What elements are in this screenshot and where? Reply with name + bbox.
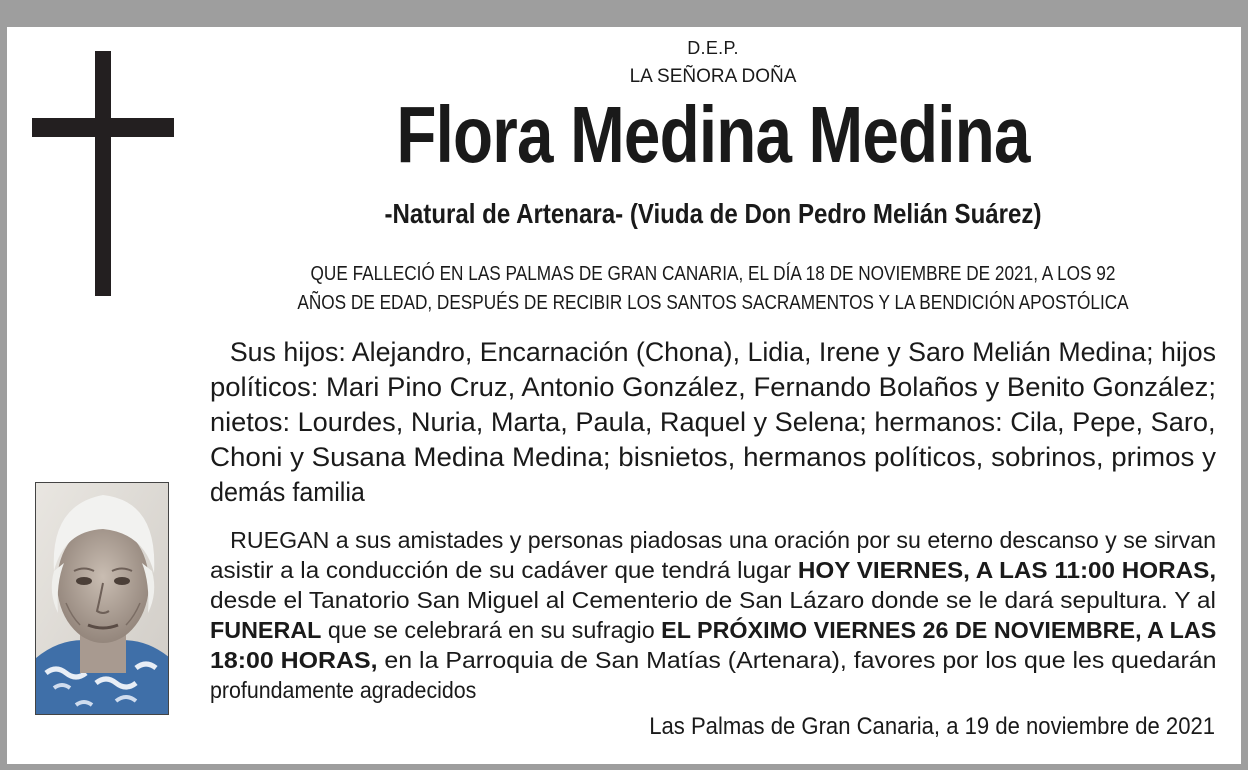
family-line: Choni y Susana Medina Medina; bisnietos, hermanos políticos, sobrinos, primos y [210, 442, 1216, 472]
origin-line: -Natural de Artenara- (Viuda de Don Pedro Melián Suárez) [384, 198, 1042, 229]
ceremony-text: desde el Tanatorio San Miguel al Cementerio de San Lázaro donde se le dará sepultura. Y al [210, 587, 1216, 613]
death-notice [280, 260, 1145, 318]
title-prefix: LA SEÑORA DOÑA [629, 66, 797, 87]
portrait-photo [35, 482, 169, 715]
funeral-time: 18:00 HORAS, [210, 647, 378, 673]
family-line: demás familia [210, 477, 365, 507]
death-notice-line: QUE FALLECIÓ EN LAS PALMAS DE GRAN CANARIA, EL DÍA 18 DE NOVIEMBRE DE 2021, A LOS 92 [310, 263, 1116, 285]
family-line: Sus hijos: Alejandro, Encarnación (Chona), Lidia, Irene y Saro Melián Medina; hijos [229, 337, 1217, 367]
funeral-label: FUNERAL [210, 617, 322, 643]
death-notice-line: AÑOS DE EDAD, DESPUÉS DE RECIBIR LOS SANTOS SACRAMENTOS Y LA BENDICIÓN APOSTÓLICA [297, 292, 1129, 314]
burial-time: HOY VIERNES, A LAS 11:00 HORAS, [797, 557, 1217, 583]
ceremony-text: que se celebrará en su sufragio [321, 617, 662, 643]
family-line: nietos: Lourdes, Nuria, Marta, Paula, Raquel y Selena; hermanos: Cila, Pepe, Saro, [210, 407, 1216, 437]
family-line: políticos: Mari Pino Cruz, Antonio González, Fernando Bolaños y Benito González; [210, 372, 1217, 402]
family-paragraph [210, 335, 1216, 510]
ceremony-text: asistir a la conducción de su cadáver que tendrá lugar [210, 557, 798, 583]
ceremony-text: profundamente agradecidos [210, 677, 477, 703]
portrait-illustration [36, 483, 169, 715]
dep-heading: D.E.P. [687, 38, 739, 58]
ceremony-paragraph [210, 525, 1216, 705]
ceremony-text: en la Parroquia de San Matías (Artenara), favores por los que les quedarán [377, 647, 1217, 673]
place-date: Las Palmas de Gran Canaria, a 19 de noviembre de 2021 [649, 713, 1215, 740]
deceased-name: Flora Medina Medina [396, 90, 1030, 179]
cross-icon-bar [32, 118, 174, 137]
funeral-date: EL PRÓXIMO VIERNES 26 DE NOVIEMBRE, A LAS [661, 617, 1217, 643]
cross-icon [95, 51, 111, 296]
ceremony-text: RUEGAN a sus amistades y personas piadosas una oración por su eterno descanso y se sirvan [230, 527, 1216, 553]
